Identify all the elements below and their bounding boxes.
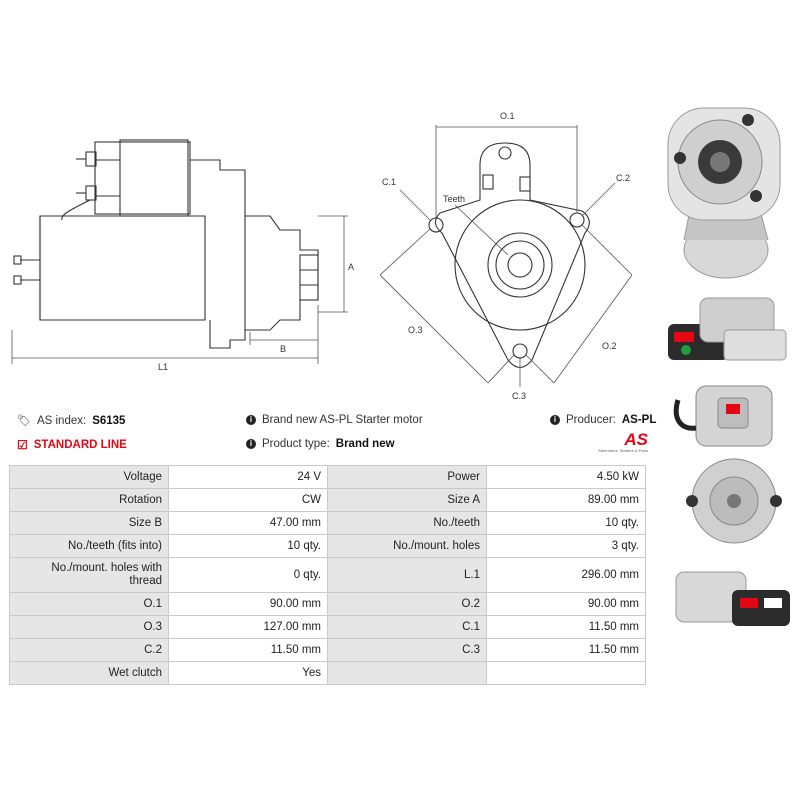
table-row [10,558,646,593]
spec-value-cell: 89.00 mm [487,489,646,512]
table-row [10,535,646,558]
spec-key-cell: C.1 [328,616,487,639]
producer-value: AS-PL [621,414,657,426]
product-photo-side [664,290,794,374]
product-type-label: Product type: [262,438,330,450]
spec-key-cell: Wet clutch [10,662,169,685]
spec-value-cell: 10 qty. [169,535,328,558]
table-row [10,512,646,535]
spec-key-cell: Rotation [10,489,169,512]
spec-value-cell: 127.00 mm [169,616,328,639]
spec-key-cell: Voltage [10,466,169,489]
dim-o2-label: O.2 [602,341,617,351]
spec-key-cell: No./teeth (fits into) [10,535,169,558]
spec-key-cell: C.2 [10,639,169,662]
spec-value-cell: 296.00 mm [487,558,646,593]
dim-c2-label: C.2 [616,173,631,183]
product-type-value: Brand new [335,438,395,450]
spec-key-cell: L.1 [328,558,487,593]
description-text: Brand new AS-PL Starter motor [262,414,423,426]
spec-value-cell: 4.50 kW [487,466,646,489]
producer [550,414,656,426]
dim-b-label: B [280,344,287,354]
tag-icon: 🏷 [17,415,31,427]
table-row [10,662,646,685]
teeth-label: Teeth [443,194,466,204]
checkbox-icon: ☑ [17,438,28,452]
spec-key-cell: Power [328,466,487,489]
producer-label: Producer: [566,414,616,426]
dim-c3-label: C.3 [512,391,527,401]
product-photo-front [660,100,788,280]
spec-key-cell [328,662,487,685]
dim-o3-label: O.3 [408,325,423,335]
spec-key-cell: O.3 [10,616,169,639]
spec-value-cell: 11.50 mm [487,616,646,639]
table-row [10,466,646,489]
spec-key-cell: C.3 [328,639,487,662]
as-index [17,414,125,427]
spec-value-cell: 11.50 mm [169,639,328,662]
dim-c1-label: C.1 [382,177,397,187]
dim-l1-label: L1 [158,362,169,372]
logo-mark: AS [624,430,648,449]
spec-value-cell: 47.00 mm [169,512,328,535]
as-logo [588,431,648,461]
dim-o1-label: O.1 [500,111,515,121]
table-row [10,593,646,616]
product-photo-rear [680,455,788,547]
spec-key-cell: No./mount. holes [328,535,487,558]
dim-a-label: A [348,262,355,272]
logo-tagline: Alternators, Starters & Parts [598,448,648,453]
standard-line-text: STANDARD LINE [33,439,127,451]
product-photo-angle [668,552,794,644]
spec-value-cell: Yes [169,662,328,685]
spec-value-cell: CW [169,489,328,512]
product-type [246,438,395,450]
product-description [246,414,423,426]
table-row [10,616,646,639]
spec-value-cell: 90.00 mm [169,593,328,616]
table-row [10,639,646,662]
info-icon: i [550,415,560,425]
standard-line-badge [17,438,127,452]
side-view-drawing [0,120,370,380]
info-icon: i [246,439,256,449]
spec-key-cell: No./mount. holes with thread [10,558,169,593]
info-icon: i [246,415,256,425]
spec-value-cell: 24 V [169,466,328,489]
spec-value-cell: 10 qty. [487,512,646,535]
spec-value-cell: 0 qty. [169,558,328,593]
spec-key-cell: No./teeth [328,512,487,535]
spec-key-cell: O.1 [10,593,169,616]
product-photo-top [672,380,792,452]
spec-key-cell: Size B [10,512,169,535]
as-index-label: AS index: [36,414,87,427]
table-row [10,489,646,512]
spec-value-cell: 90.00 mm [487,593,646,616]
spec-key-cell: O.2 [328,593,487,616]
specs-table [9,465,646,685]
front-view-drawing [370,105,660,405]
spec-key-cell: Size A [328,489,487,512]
spec-value-cell: 3 qty. [487,535,646,558]
spec-value-cell: 11.50 mm [487,639,646,662]
spec-value-cell [487,662,646,685]
as-index-value: S6135 [92,414,126,427]
